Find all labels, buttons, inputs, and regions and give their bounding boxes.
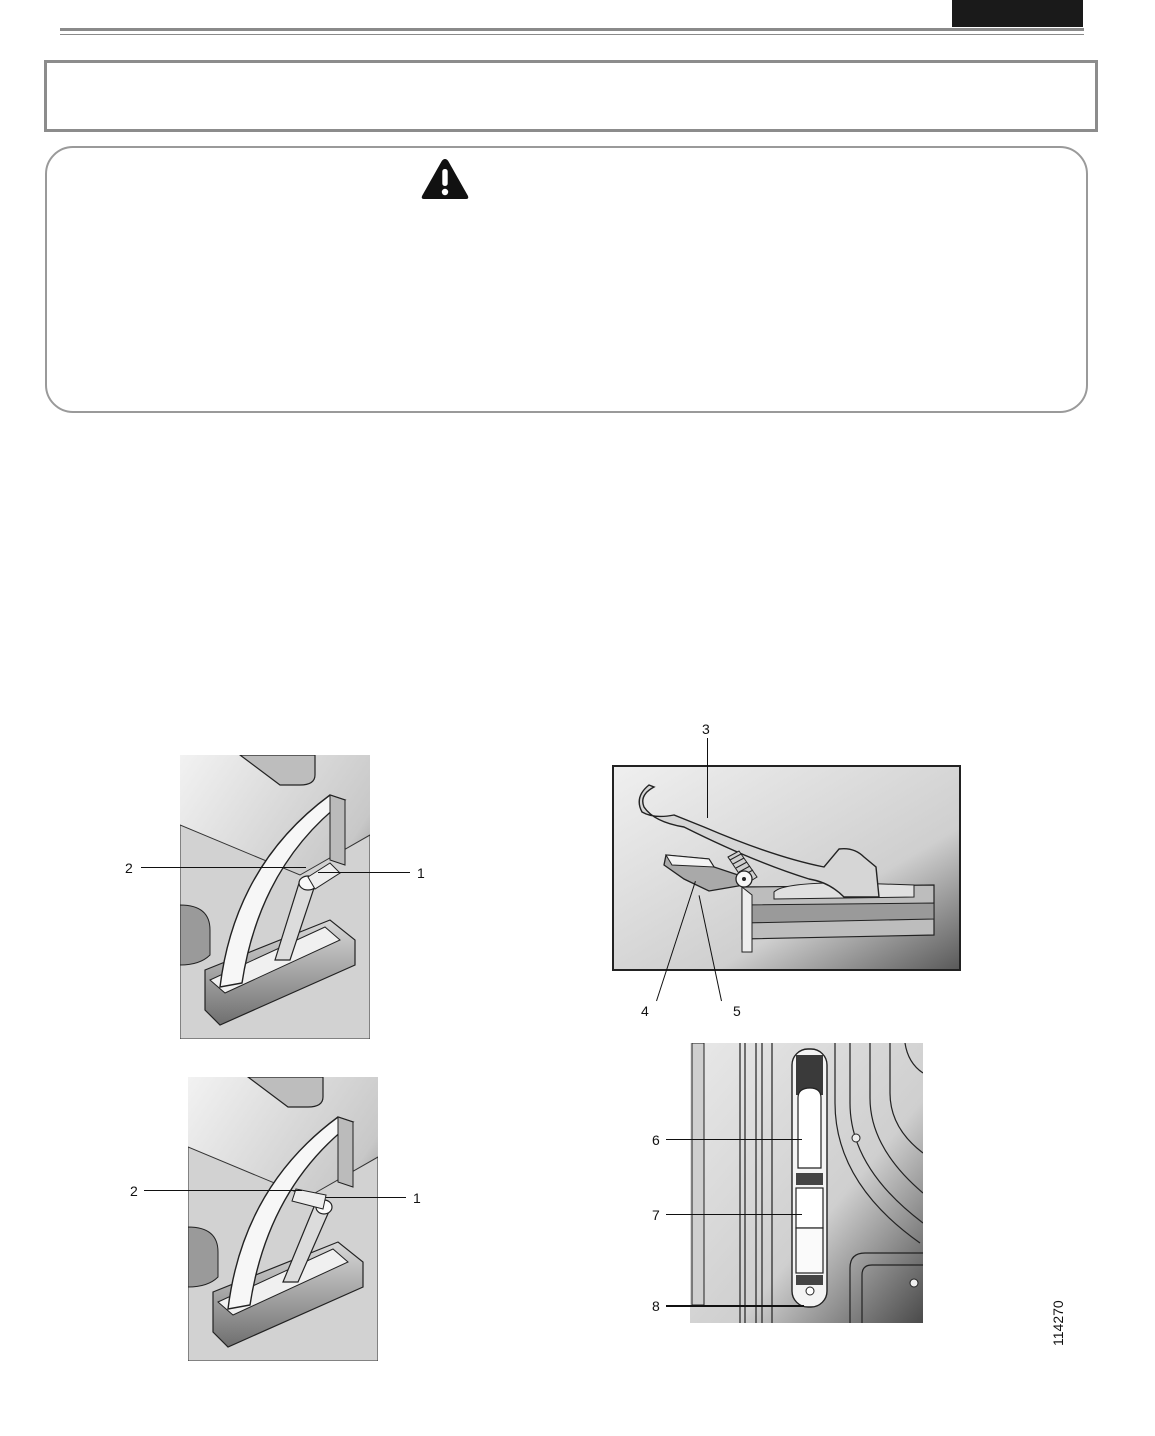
leader-2-top bbox=[141, 867, 306, 868]
figure-rail bbox=[690, 1043, 923, 1323]
leader-1-bottom bbox=[326, 1197, 406, 1198]
callout-1-top: 1 bbox=[417, 865, 425, 881]
callout-3: 3 bbox=[702, 721, 710, 737]
leader-1-top bbox=[318, 872, 410, 873]
header-rule-thick bbox=[60, 28, 1084, 31]
callout-5: 5 bbox=[733, 1003, 741, 1019]
callout-2-top: 2 bbox=[125, 860, 133, 876]
leader-8 bbox=[666, 1305, 804, 1307]
callout-6: 6 bbox=[652, 1132, 660, 1148]
warning-box bbox=[45, 146, 1088, 413]
callout-2-bottom: 2 bbox=[130, 1183, 138, 1199]
callout-7: 7 bbox=[652, 1207, 660, 1223]
leader-3 bbox=[707, 738, 708, 818]
callout-8: 8 bbox=[652, 1298, 660, 1314]
leader-7 bbox=[666, 1214, 802, 1215]
callout-4: 4 bbox=[641, 1003, 649, 1019]
figure-hook bbox=[612, 765, 961, 971]
warning-triangle-icon bbox=[420, 157, 470, 201]
leader-6 bbox=[666, 1139, 802, 1140]
leader-2-bottom bbox=[144, 1190, 302, 1191]
header-rule-thin bbox=[60, 34, 1084, 35]
page-tab bbox=[952, 0, 1083, 27]
section-title-box bbox=[44, 60, 1098, 132]
figure-lever-top bbox=[180, 755, 370, 1039]
callout-1-bottom: 1 bbox=[413, 1190, 421, 1206]
figure-lever-bottom bbox=[188, 1077, 378, 1361]
document-number: 114270 bbox=[1050, 1300, 1066, 1346]
